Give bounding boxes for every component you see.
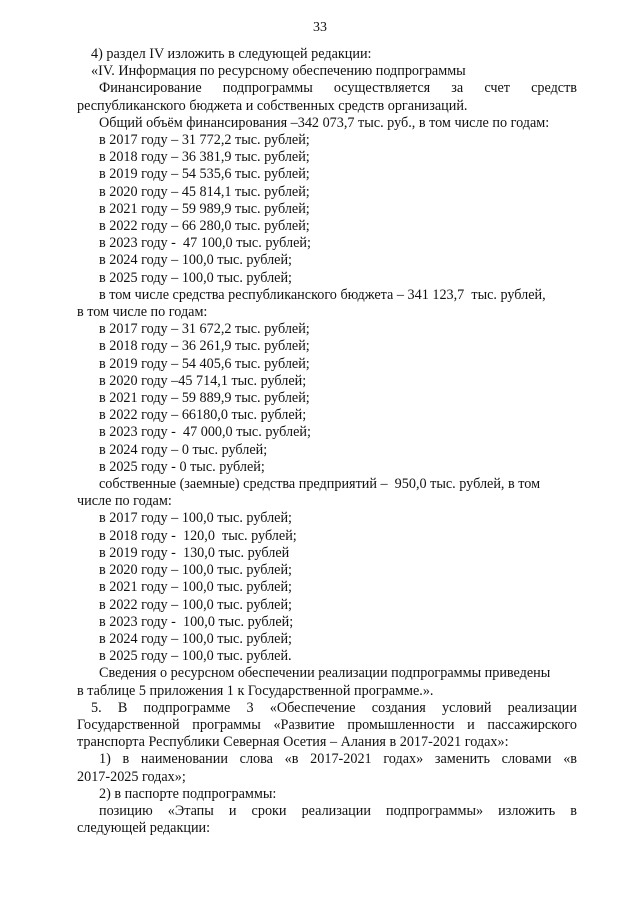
text-line: в 2017 году – 31 672,2 тыс. рублей; [99, 321, 310, 338]
text-line: Сведения о ресурсном обеспечении реализации подпрограммы приведены [99, 665, 551, 682]
text-line: в 2019 году – 54 405,6 тыс. рублей; [99, 355, 310, 372]
page-number: 33 [313, 20, 327, 35]
text-line: собственные (заемные) средства предприятий – 950,0 тыс. рублей, в том [99, 476, 541, 493]
text-line: в 2020 году – 100,0 тыс. рублей; [99, 562, 292, 579]
text-line: в 2024 году – 0 тыс. рублей; [99, 441, 268, 458]
text-line: в 2022 году – 66 280,0 тыс. рублей; [99, 218, 310, 235]
text-line: в 2023 году - 47 100,0 тыс. рублей; [99, 235, 311, 252]
text-line: в 2018 году – 36 381,9 тыс. рублей; [99, 149, 310, 166]
text-line: в 2022 году – 100,0 тыс. рублей; [99, 596, 292, 613]
text-line: в 2017 году – 100,0 тыс. рублей; [99, 510, 292, 527]
text-line: в 2020 году – 45 814,1 тыс. рублей; [99, 183, 310, 200]
text-line: республиканского бюджета и собственных средств организаций. [77, 97, 468, 114]
text-line: в 2025 году – 100,0 тыс. рублей. [99, 648, 292, 665]
text-line: 1) в наименовании слова «в 2017-2021 годах» заменить словами «в [99, 751, 577, 768]
document-body [77, 46, 577, 837]
text-line: в 2023 году - 100,0 тыс. рублей; [99, 613, 294, 630]
text-line: 5. В подпрограмме 3 «Обеспечение создания условий реализации [91, 699, 577, 716]
text-line: в 2019 году – 54 535,6 тыс. рублей; [99, 166, 310, 183]
text-line: в 2017 году – 31 772,2 тыс. рублей; [99, 132, 310, 149]
text-line: позицию «Этапы и сроки реализации подпрограммы» изложить в [99, 802, 577, 819]
text-line: в 2025 году - 0 тыс. рублей; [99, 458, 265, 475]
text-line: следующей редакции: [77, 820, 211, 837]
text-line: в том числе по годам: [77, 304, 208, 321]
text-line: в 2021 году – 59 889,9 тыс. рублей; [99, 390, 310, 407]
text-line: в таблице 5 приложения 1 к Государственной программе.». [77, 682, 434, 699]
text-line: Государственной программы «Развитие промышленности и пассажирского [77, 716, 577, 733]
text-line: 2) в паспорте подпрограммы: [99, 785, 277, 802]
text-line: в том числе средства республиканского бюджета – 341 123,7 тыс. рублей, [99, 286, 546, 303]
text-line: 4) раздел IV изложить в следующей редакции: [91, 46, 372, 62]
text-line: в 2021 году – 59 989,9 тыс. рублей; [99, 200, 310, 217]
text-line: в 2022 году – 66180,0 тыс. рублей; [99, 407, 307, 424]
text-line: в 2024 году – 100,0 тыс. рублей; [99, 630, 292, 647]
text-line: в 2019 году - 130,0 тыс. рублей [99, 544, 290, 561]
text-line: в 2021 году – 100,0 тыс. рублей; [99, 579, 292, 596]
text-line: в 2020 году –45 714,1 тыс. рублей; [99, 372, 307, 389]
text-line: в 2024 году – 100,0 тыс. рублей; [99, 252, 292, 269]
text-line: в 2018 году - 120,0 тыс. рублей; [99, 527, 297, 544]
text-line: в 2023 году - 47 000,0 тыс. рублей; [99, 424, 311, 441]
text-line: 2017-2025 годах»; [77, 768, 186, 785]
text-line: в 2025 году – 100,0 тыс. рублей; [99, 269, 292, 286]
text-line: в 2018 году – 36 261,9 тыс. рублей; [99, 338, 310, 355]
text-line: транспорта Республики Северная Осетия – Алания в 2017-2021 годах»: [77, 734, 509, 751]
text-line: «IV. Информация по ресурсному обеспечению подпрограммы [91, 63, 466, 80]
text-line: Финансирование подпрограммы осуществляется за счет средств [99, 80, 577, 97]
text-line: Общий объём финансирования –342 073,7 тыс. руб., в том числе по годам: [99, 114, 550, 131]
text-line: числе по годам: [77, 493, 172, 510]
